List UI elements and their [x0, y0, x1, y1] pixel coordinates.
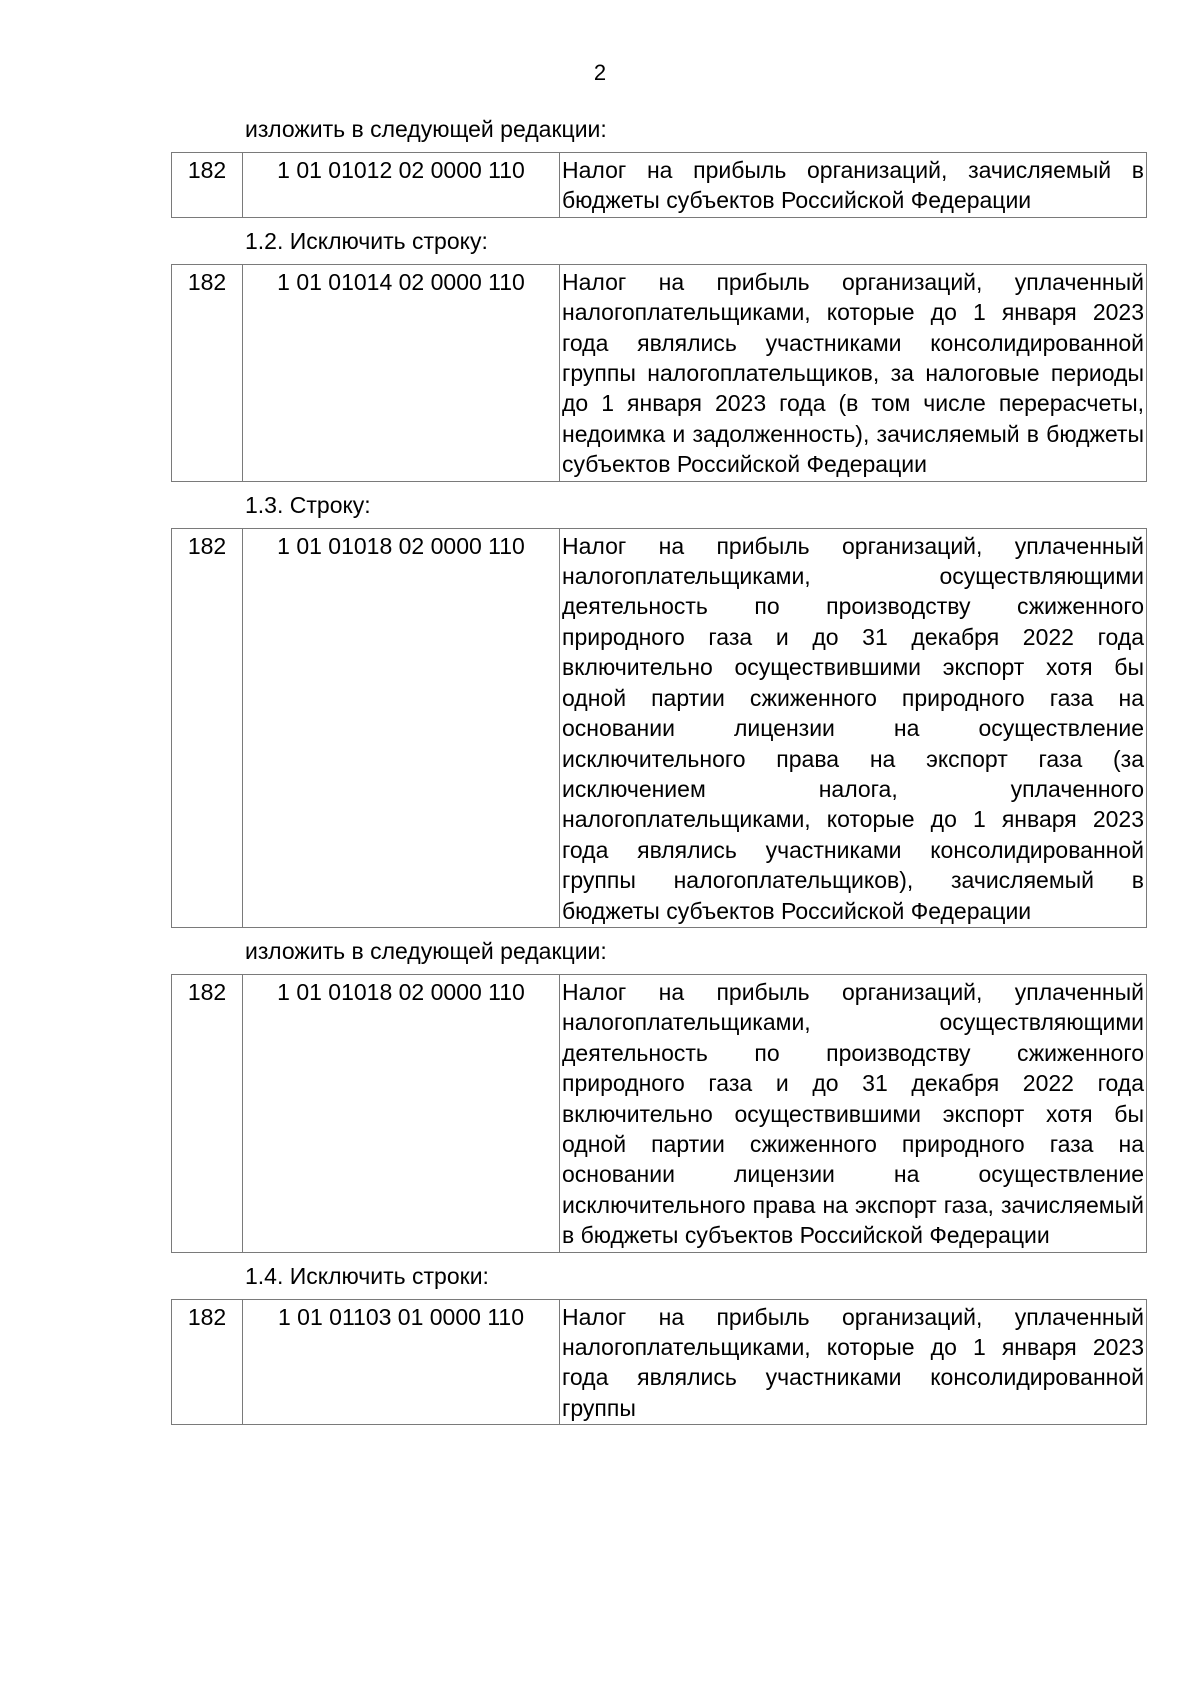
budget-code-table — [171, 264, 1147, 482]
admin-code-cell: 182 — [172, 528, 243, 927]
budget-classification-code-cell: 1 01 01103 01 0000 110 — [243, 1299, 560, 1425]
budget-classification-code-cell: 1 01 01018 02 0000 110 — [243, 974, 560, 1252]
budget-classification-code-cell: 1 01 01012 02 0000 110 — [243, 153, 560, 218]
budget-classification-code-cell: 1 01 01014 02 0000 110 — [243, 264, 560, 481]
income-name-cell: Налог на прибыль организаций, уплаченный налогоплательщиками, которые до 1 января 2023 года являлись участниками консолидированной группы налогоплательщиков, за налоговые периоды до 1 января 2023 года (в том числе перерасчеты, недоимка и задолженность), зачисляемый в бюджеты субъектов Российской Федерации — [560, 264, 1147, 481]
admin-code-cell: 182 — [172, 974, 243, 1252]
budget-code-table — [171, 152, 1147, 218]
budget-classification-code-cell: 1 01 01018 02 0000 110 — [243, 528, 560, 927]
income-name-cell: Налог на прибыль организаций, уплаченный налогоплательщиками, осуществляющими деятельность по производству сжиженного природного газа и до 31 декабря 2022 года включительно осуществившими экспорт хотя бы одной партии сжиженного природного газа на основании лицензии на осуществление исключительного права на экспорт газа, зачисляемый в бюджеты субъектов Российской Федерации — [560, 974, 1147, 1252]
table-row — [172, 153, 1147, 218]
document-body — [171, 114, 1147, 1425]
admin-code-cell: 182 — [172, 264, 243, 481]
table-row — [172, 974, 1147, 1252]
admin-code-cell: 182 — [172, 1299, 243, 1425]
table-row — [172, 528, 1147, 927]
budget-code-table — [171, 528, 1147, 928]
intro-paragraph: изложить в следующей редакции: — [245, 116, 607, 142]
table-row — [172, 264, 1147, 481]
income-name-cell: Налог на прибыль организаций, зачисляемый в бюджеты субъектов Российской Федерации — [560, 153, 1147, 218]
budget-code-table — [171, 1299, 1147, 1426]
admin-code-cell: 182 — [172, 153, 243, 218]
section-heading: 1.4. Исключить строки: — [245, 1262, 489, 1289]
table-row — [172, 1299, 1147, 1425]
intro-paragraph: изложить в следующей редакции: — [245, 937, 607, 964]
budget-code-table — [171, 974, 1147, 1253]
page-number: 2 — [593, 60, 607, 85]
section-heading: 1.3. Строку: — [245, 491, 371, 518]
income-name-cell: Налог на прибыль организаций, уплаченный налогоплательщиками, осуществляющими деятельность по производству сжиженного природного газа и до 31 декабря 2022 года включительно осуществившими экспорт хотя бы одной партии сжиженного природного газа на основании лицензии на осуществление исключительного права на экспорт газа (за исключением налога, уплаченного налогоплательщиками, которые до 1 января 2023 года являлись участниками консолидированной группы налогоплательщиков), зачисляемый в бюджеты субъектов Российской Федерации — [560, 528, 1147, 927]
income-name-cell: Налог на прибыль организаций, уплаченный налогоплательщиками, которые до 1 января 2023 года являлись участниками консолидированной группы — [560, 1299, 1147, 1425]
section-heading: 1.2. Исключить строку: — [245, 227, 488, 254]
